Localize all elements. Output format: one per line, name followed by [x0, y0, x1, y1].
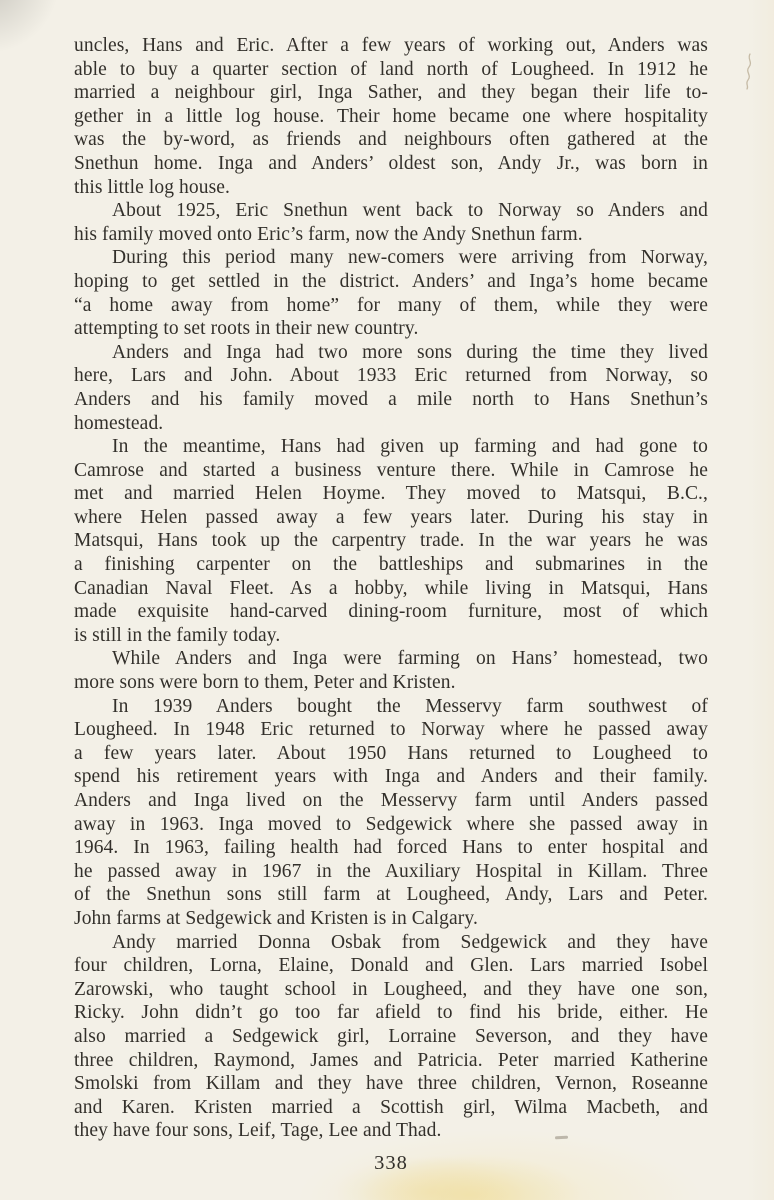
text-line: made exquisite hand-carved dining-room furniture, most of which — [74, 601, 708, 623]
text-line: uncles, Hans and Eric. After a few years of working out, Anders was — [74, 35, 708, 56]
text-line: he passed away in 1967 in the Auxiliary Hospital in Killam. Three — [74, 860, 708, 882]
text-line: Anders and Inga lived on the Messervy farm until Anders passed — [74, 790, 708, 811]
text-line: and Karen. Kristen married a Scottish girl, Wilma Macbeth, and — [74, 1096, 708, 1118]
text-line: During this period many new-comers were arriving from Norway, — [112, 247, 708, 269]
text-line: here, Lars and John. About 1933 Eric returned from Norway, so — [74, 365, 708, 387]
text-line: a finishing carpenter on the battleships and submarines in the — [74, 554, 708, 576]
text-line: 1964. In 1963, failing health had forced Hans to enter hospital and — [74, 837, 708, 859]
text-line: was the by-word, as friends and neighbours often gathered at the — [74, 129, 708, 151]
text-line: attempting to set roots in their new country. — [74, 318, 419, 340]
text-line: Snethun home. Inga and Anders’ oldest son, Andy Jr., was born in — [74, 152, 708, 174]
text-line: is still in the family today. — [74, 624, 281, 646]
text-line: Canadian Naval Fleet. As a hobby, while living in Matsqui, Hans — [74, 577, 708, 599]
text-line: In 1939 Anders bought the Messervy farm southwest of — [112, 695, 708, 717]
text-line: his family moved onto Eric’s farm, now the Andy Snethun farm. — [74, 223, 583, 245]
text-line: Anders and Inga had two more sons during the time they lived — [112, 341, 708, 363]
text-line: Smolski from Killam and they have three children, Vernon, Roseanne — [74, 1073, 708, 1095]
text-line: of the Snethun sons still farm at Lougheed, Andy, Lars and Peter. — [74, 884, 708, 906]
text-line: In the meantime, Hans had given up farming and had gone to — [112, 436, 708, 458]
text-line: more sons were born to them, Peter and Kristen. — [74, 672, 456, 694]
text-line: met and married Helen Hoyme. They moved to Matsqui, B.C., — [74, 483, 708, 505]
text-line: While Anders and Inga were farming on Hans’ homestead, two — [112, 648, 708, 670]
text-line: homestead. — [74, 412, 164, 434]
page-number: 338 — [374, 1152, 408, 1174]
text-line: four children, Lorna, Elaine, Donald and Glen. Lars married Isobel — [74, 955, 708, 977]
text-line: this little log house. — [74, 176, 231, 198]
text-line: Andy married Donna Osbak from Sedgewick and they have — [112, 931, 708, 953]
text-line: they have four sons, Leif, Tage, Lee and Thad. — [74, 1120, 442, 1142]
scan-squiggle-artifact-icon — [740, 52, 756, 90]
text-line: Matsqui, Hans took up the carpentry trade. In the war years he was — [74, 530, 708, 552]
text-line: a few years later. About 1950 Hans returned to Lougheed to — [74, 742, 708, 764]
text-line: Lougheed. In 1948 Eric returned to Norway where he passed away — [74, 719, 708, 741]
text-line: three children, Raymond, James and Patricia. Peter married Katherine — [74, 1049, 708, 1071]
text-line: spend his retirement years with Inga and Anders and their family. — [74, 766, 708, 788]
text-line: “a home away from home” for many of them, while they were — [74, 294, 708, 316]
text-line: married a neighbour girl, Inga Sather, and they began their life to- — [74, 82, 708, 104]
text-line: also married a Sedgewick girl, Lorraine Severson, and they have — [74, 1025, 708, 1047]
text-line: where Helen passed away a few years later. During his stay in — [74, 506, 708, 528]
text-line: John farms at Sedgewick and Kristen is in Calgary. — [74, 907, 478, 929]
text-line: Zarowski, who taught school in Lougheed, and they have one son, — [74, 978, 708, 1000]
text-block — [74, 34, 708, 1143]
text-line: able to buy a quarter section of land north of Lougheed. In 1912 he — [74, 58, 708, 80]
text-line: Ricky. John didn’t go too far afield to find his bride, either. He — [74, 1002, 708, 1024]
text-line: away in 1963. Inga moved to Sedgewick where she passed away in — [74, 813, 708, 835]
text-line: About 1925, Eric Snethun went back to Norway so Anders and — [112, 200, 708, 222]
text-line: gether in a little log house. Their home became one where hospitality — [74, 105, 708, 127]
text-line: Anders and his family moved a mile north to Hans Snethun’s — [74, 388, 708, 410]
text-line: hoping to get settled in the district. Anders’ and Inga’s home became — [74, 270, 708, 292]
text-line: Camrose and started a business venture there. While in Camrose he — [74, 459, 708, 481]
